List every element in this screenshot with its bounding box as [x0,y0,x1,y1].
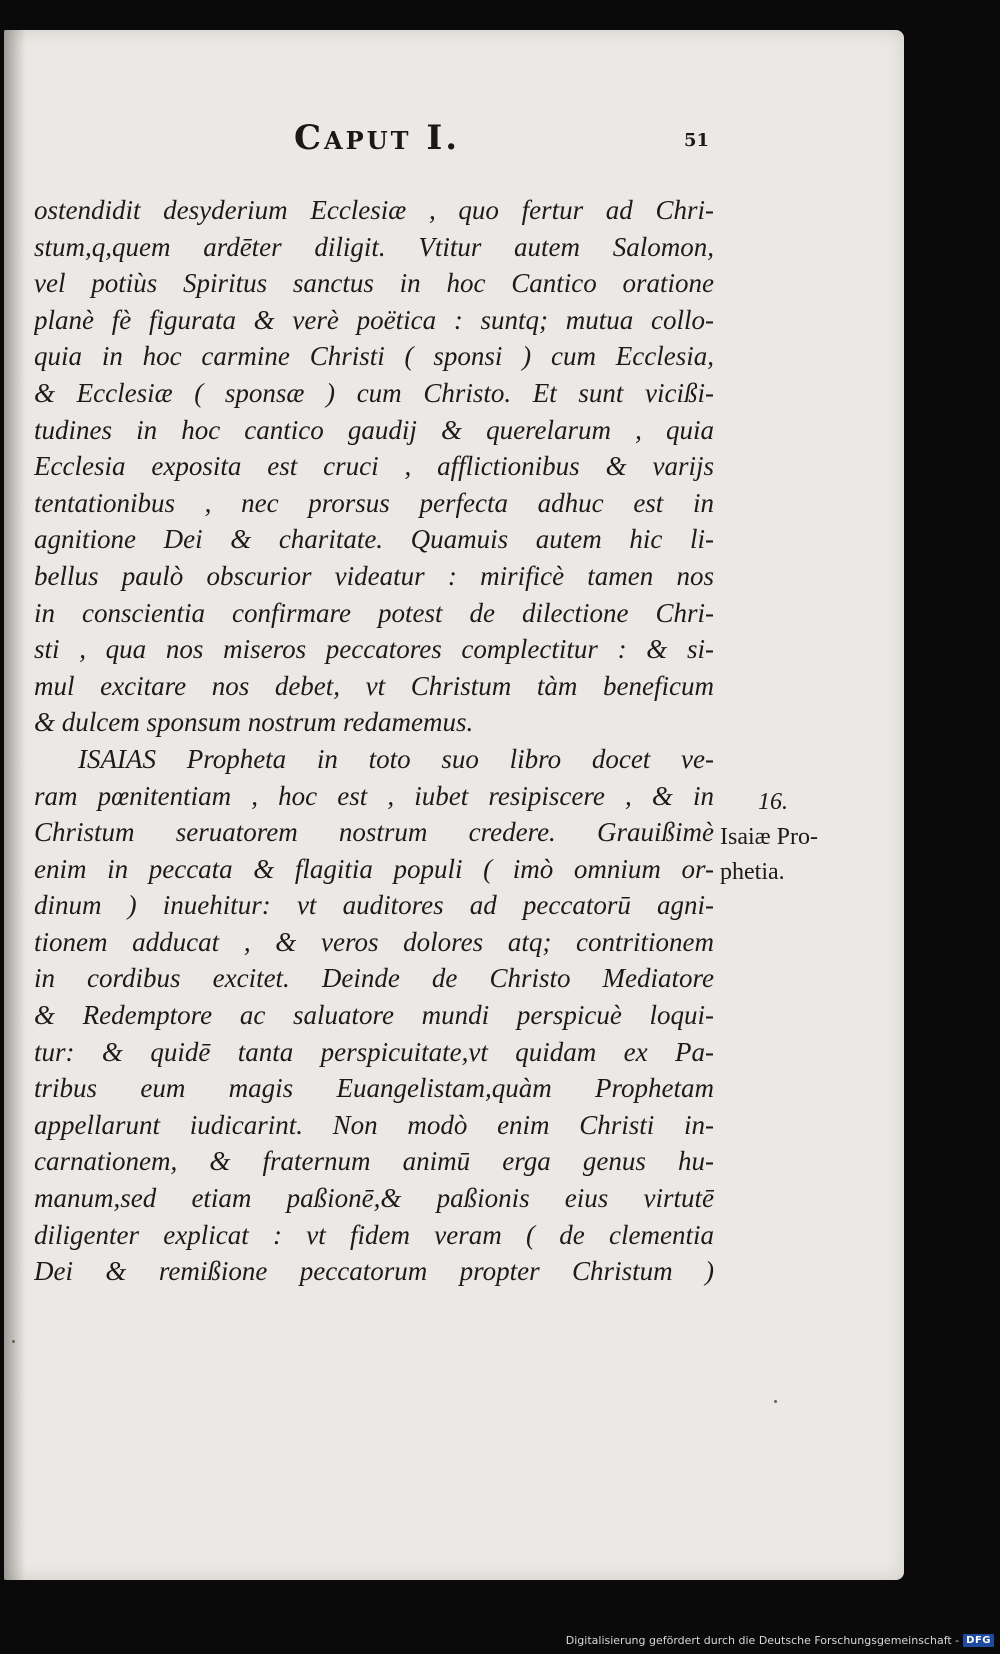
marginal-note-label: Isaiæ Pro- [720,824,818,850]
text-line: tribus eum magis Euangelistam,quàm Prophetam [34,1073,714,1104]
dfg-logo: DFG [963,1634,994,1647]
running-head [4,118,904,168]
text-line: mul excitare nos debet, vt Christum tàm beneficum [34,670,714,701]
text-line: tentationibus , nec prorsus perfecta adhuc est in [34,487,714,518]
text-line: Dei & remißione peccatorum propter Christum ) [34,1256,714,1287]
digitization-credit [566,1630,994,1650]
body-text [34,192,714,1290]
text-line: & Ecclesiæ ( sponsæ ) cum Christo. Et sunt vicißi- [34,377,714,408]
text-line: quia in hoc carmine Christi ( sponsi ) cum Ecclesia, [34,341,714,372]
marginal-note-label: phetia. [720,859,785,885]
text-line: tudines in hoc cantico gaudij & querelarum , quia [34,414,714,445]
book-page [4,30,904,1580]
text-line: appellarunt iudicarint. Non modò enim Christi in- [34,1109,714,1140]
text-line: ostendidit desyderium Ecclesiæ , quo fertur ad Chri- [34,195,714,225]
text-line: Christum seruatorem nostrum credere. Grauißimè [34,817,714,848]
text-line: ram pœnitentiam , hoc est , iubet resipiscere , & in [34,780,714,811]
marginal-note-number: 16. [758,789,788,815]
text-line: stum,q,quem ardēter diligit. Vtitur autem Salomon, [34,231,714,262]
text-line: in conscientia confirmare potest de dilectione Chri- [34,597,714,628]
text-line: bellus paulò obscurior videatur : mirificè tamen nos [34,560,714,591]
page-number: 51 [684,130,710,151]
credit-text: Digitalisierung gefördert durch die Deutsche Forschungsgemeinschaft - [565,1633,960,1647]
paragraph-start-line: ISAIAS Propheta in toto suo libro docet ve- [78,743,714,774]
paper-speck [774,1400,777,1403]
text-line: diligenter explicat : vt fidem veram ( de clementia [34,1219,714,1250]
page-gutter-shadow [4,30,26,1580]
text-line: tionem adducat , & veros dolores atq; contritionem [34,926,714,957]
text-line: & Redemptore ac saluatore mundi perspicuè loqui- [34,1000,714,1031]
text-line: carnationem, & fraternum animū erga genus hu- [34,1146,714,1177]
text-line: vel potiùs Spiritus sanctus in hoc Cantico oratione [34,268,714,299]
paper-speck [12,1340,15,1343]
marginal-note [720,785,870,890]
text-line: sti , qua nos miseros peccatores complectitur : & si- [34,634,714,665]
chapter-title: Caput I. [294,118,461,158]
text-line: planè fè figurata & verè poëtica : suntq; mutua collo- [34,304,714,335]
text-line: manum,sed etiam paßionē,& paßionis eius virtutē [34,1183,714,1214]
text-line: enim in peccata & flagitia populi ( imò omnium or- [34,853,714,884]
text-line: & dulcem sponsum nostrum redamemus. [34,707,474,738]
text-line: Ecclesia exposita est cruci , afflictionibus & varijs [34,451,714,482]
text-line: agnitione Dei & charitate. Quamuis autem hic li- [34,524,714,555]
text-line: tur: & quidē tanta perspicuitate,vt quidam ex Pa- [34,1036,714,1067]
text-line: in cordibus excitet. Deinde de Christo Mediatore [34,963,714,994]
text-line: dinum ) inuehitur: vt auditores ad peccatorū agni- [34,890,714,921]
